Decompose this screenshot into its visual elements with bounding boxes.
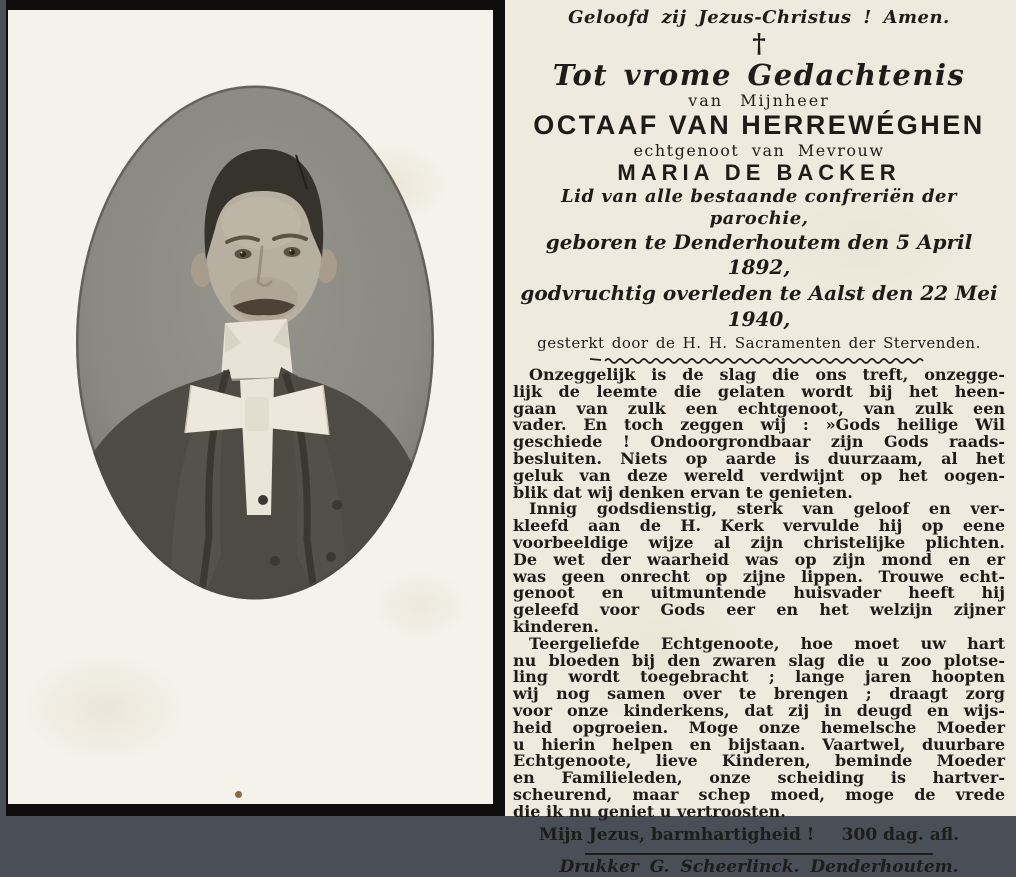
- text-line: kinderen.: [513, 616, 599, 636]
- text-line: besluiten. Niets op aarde is duurzaam, al het: [513, 448, 1005, 468]
- spouse-name: MARIA DE BACKER: [617, 160, 901, 185]
- portrait-oval: [75, 85, 435, 600]
- text-line: genoot en uitmuntende huisvader heeft hij: [513, 583, 1005, 603]
- wavy-divider: [589, 355, 929, 365]
- sacraments-line: gesterkt door de H. H. Sacramenten der Stervenden.: [537, 334, 981, 352]
- text-line: voorbeeldige wijze al zijn christelijke plichten.: [513, 532, 1005, 552]
- membership-line: Lid van alle bestaande confreriën der parochie,: [561, 186, 957, 229]
- photo-mount-frame: [0, 0, 505, 816]
- text-line: De wet der waarheid was op zijn mond en er: [513, 549, 1005, 569]
- text-line: scheurend, maar schep moed, moge de vrede: [513, 784, 1005, 804]
- text-line: geluk van deze wereld verdwijnt op het oogen-: [513, 465, 1005, 485]
- text-line: geleefd voor Gods eer en het welzijn zijner: [513, 600, 1005, 620]
- honorific-line: van Mijnheer: [688, 91, 830, 110]
- text-line: wij nog samen over te brengen ; draagt zorg: [513, 684, 1005, 704]
- body-paragraph-1: [513, 367, 1005, 501]
- cross-icon: †: [752, 29, 766, 59]
- prayer-line: Mijn Jezus, barmhartigheid !: [539, 824, 815, 845]
- text-line: blik dat wij denken ervan te genieten.: [513, 482, 853, 502]
- rust-spot: [235, 791, 242, 798]
- text-line: u hierin helpen en bijstaan. Vaartwel, duurbare: [513, 734, 1005, 754]
- text-line: Onzeggelijk is de slag die ons treft, onzegge-: [529, 365, 1005, 384]
- text-line: heid opgroeien. Moge onze hemelsche Moeder: [513, 717, 1005, 737]
- body-paragraph-2: [513, 501, 1005, 635]
- birth-line: geboren te Denderhoutem den 5 April 1892,: [545, 230, 973, 279]
- photo-card: [8, 10, 493, 804]
- text-line: nu bloeden bij den zwaren slag die u zoo plotse-: [513, 650, 1005, 670]
- text-line: Teergeliefde Echtgenoote, hoe moet uw hart: [529, 633, 1005, 653]
- text-line: geschiede ! Ondoorgrondbaar zijn Gods raads-: [513, 432, 1005, 452]
- prayer-row: [513, 825, 1005, 846]
- printer-line: Drukker G. Scheerlinck. Denderhoutem.: [559, 856, 959, 877]
- death-line: godvruchtig overleden te Aalst den 22 Mei 1940,: [520, 281, 998, 331]
- body-paragraph-3: [513, 633, 1005, 821]
- text-line: ling wordt toegebracht ; lange jaren hoopten: [513, 667, 1005, 687]
- memorial-text-page: [505, 0, 1016, 877]
- portrait-photo: [75, 85, 435, 600]
- deceased-name: OCTAAF VAN HERREWÉGHEN: [533, 110, 985, 140]
- indulgence-note: 300 dag. afl.: [841, 824, 959, 845]
- text-line: Innig godsdienstig, sterk van geloof en ver-: [529, 499, 1005, 519]
- text-line: gaan van zulk een echtgenoot, van zulk een: [513, 398, 1005, 418]
- text-line: voor onze kinderkens, dat zij in deugd en wijs-: [513, 700, 1005, 720]
- text-line: vader. En toch zeggen wij : »Gods heilige Wil: [513, 415, 1005, 435]
- spouse-intro-line: echtgenoot van Mevrouw: [633, 141, 885, 160]
- text-line: was geen onrecht op zijne lippen. Trouwe echt-: [513, 566, 1005, 586]
- text-line: en Familieleden, onze scheiding is hartver-: [513, 768, 1005, 788]
- scanner-edge: [0, 0, 6, 816]
- text-line: kleefd aan de H. Kerk vervulde hij op eene: [513, 516, 1005, 536]
- memorial-title-script: Tot vrome Gedachtenis: [552, 58, 966, 92]
- text-line: Echtgenoote, lieve Kinderen, beminde Moeder: [513, 751, 1005, 771]
- blessing-line: Geloofd zij Jezus-Christus ! Amen.: [568, 7, 950, 28]
- text-line: lijk de leemte die gelaten wordt bij het heen-: [513, 381, 1005, 401]
- text-line: die ik nu geniet u vertroosten.: [513, 801, 786, 821]
- footer-rule: [585, 853, 933, 855]
